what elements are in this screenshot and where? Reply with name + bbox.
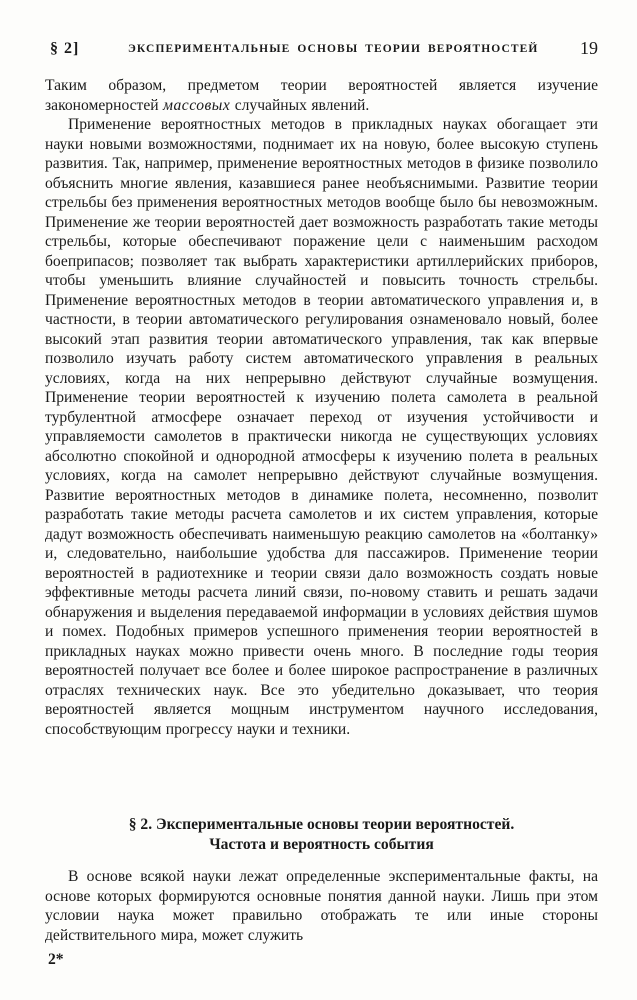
paragraph-1-end: случайных явлений. xyxy=(230,96,370,114)
section-paragraph-1: В основе всякой науки лежат определенные экспериментальные факты, на основе которых формируются основные понятия данной науки. Лишь при этом условии наука может правильно отображать те или иные стороны действительного мира, может служить xyxy=(45,868,598,944)
paragraph-2: Применение вероятностных методов в прикладных науках обогащает эти науки новыми возможностями, поднимает их на новую, более высокую ступень развития. Так, например, применение вероятностных методов в физике позволило объяснить многие явления, казавшиеся ранее необъяснимыми. Развитие теории стрельбы без применения вероятностных методов вообще было бы невозможным. Применение же теории вероятностей дает возможность разработать такие методы стрельбы, которые обеспечивают поражение цели с наименьшим расходом боеприпасов; позволяет так выбрать характеристики артиллерийских приборов, чтобы уменьшить влияние случайностей и повысить точность стрельбы. Применение вероятностных методов в теории автоматического управления и, в частности, в теории автоматического регулирования ознаменовало новый, более высокий этап развития теории автоматического управления, так как впервые позволило изучать работу систем автоматического управления в реальных условиях, когда на них непрерывно действуют случайные возмущения. Применение теории вероятностей к изучению полета самолета в реальной турбулентной атмосфере означает переход от изучения устойчивости и управляемости самолетов в практически никогда не существующих условиях абсолютно спокойной и однородной атмосферы к изучению полета в реальных условиях, когда на самолет непрерывно действуют случайные возмущения. Развитие вероятностных методов в динамике полета, несомненно, позволит разработать такие методы расчета самолетов и их систем управления, которые дадут возможность обеспечивать наименьшую реакцию самолетов на «болтанку» и, следовательно, наибольшие удобства для пассажиров. Применение теории вероятностей в радиотехнике и теории связи дало возможность создать новые эффективные методы расчета линий связи, по-новому ставить и решать задачи обнаружения и выделения передаваемой информации в условиях действия шумов и помех. Подобных примеров успешного применения теории вероятностей в прикладных науках можно привести очень много. В последние годы теория вероятностей получает все более и более широкое распространение в различных отраслях технических наук. Все это убедительно доказывает, что теория вероятностей является мощным инструментом научного исследования, способствующим прогрессу науки и техники. xyxy=(45,116,598,738)
page-number: 19 xyxy=(580,38,598,58)
section-heading-line-1: § 2. Экспериментальные основы теории вероятностей. xyxy=(128,816,515,833)
running-head-section: § 2] xyxy=(50,40,80,57)
emphasized-word: массовых xyxy=(163,96,231,114)
paragraph-1 xyxy=(45,76,598,115)
running-head-title: ЭКСПЕРИМЕНТАЛЬНЫЕ ОСНОВЫ ТЕОРИИ ВЕРОЯТНОСТЕЙ xyxy=(128,43,539,55)
section-text xyxy=(45,867,598,945)
running-head xyxy=(50,36,598,62)
paragraph-1-start: Таким образом, предметом теории вероятностей является изучение закономерностей xyxy=(45,77,598,114)
printer-signature: 2* xyxy=(48,951,64,968)
section-heading-line-2: Частота и вероятность события xyxy=(209,836,434,853)
main-text xyxy=(45,76,598,739)
section-heading xyxy=(45,815,598,855)
